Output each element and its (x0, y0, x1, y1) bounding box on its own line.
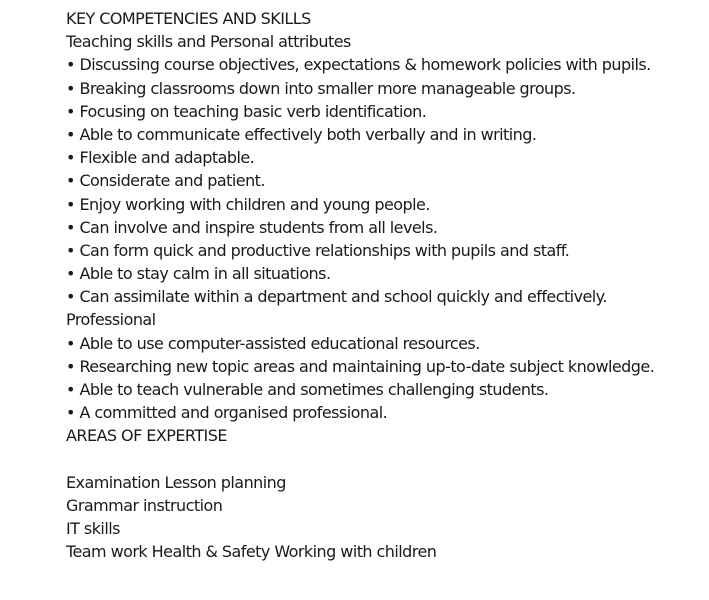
competency-item (66, 77, 702, 100)
expertise-line: Team work Health & Safety Working with children (66, 542, 437, 562)
professional-item (66, 401, 702, 424)
competency-text: Considerate and patient. (79, 171, 265, 191)
competency-text: Able to stay calm in all situations. (79, 264, 331, 284)
competency-item (66, 100, 702, 123)
competency-item (66, 262, 702, 285)
bullet: • (66, 333, 75, 353)
competency-item (66, 53, 702, 76)
bullet: • (66, 194, 75, 214)
bullet: • (66, 217, 75, 237)
competency-item (66, 123, 702, 146)
competency-text: Discussing course objectives, expectations & homework policies with pupils. (79, 55, 651, 75)
competency-item (66, 239, 702, 262)
professional-text: Able to teach vulnerable and sometimes challenging students. (79, 380, 549, 399)
competency-text: Can form quick and productive relationships with pupils and staff. (79, 240, 570, 260)
key-competencies-heading: KEY COMPETENCIES AND SKILLS (66, 9, 311, 28)
bullet: • (66, 380, 75, 399)
expertise-line: IT skills (66, 519, 120, 539)
competency-item (66, 216, 702, 239)
competency-text: Able to communicate effectively both verbally and in writing. (79, 124, 537, 144)
teaching-skills-subheading: Teaching skills and Personal attributes (66, 32, 351, 52)
bullet: • (66, 101, 75, 121)
professional-heading: Professional (66, 310, 156, 330)
professional-text: A committed and organised professional. (79, 403, 388, 423)
professional-item (66, 332, 702, 355)
competency-item (66, 146, 702, 169)
professional-item (66, 355, 702, 378)
competency-text: Can assimilate within a department and school quickly and effectively. (79, 287, 607, 307)
bullet: • (66, 356, 75, 376)
bullet: • (66, 148, 75, 168)
bullet: • (66, 287, 75, 307)
professional-text: Able to use computer-assisted educational resources. (79, 333, 480, 353)
expertise-line: Grammar instruction (66, 495, 223, 515)
competency-text: Can involve and inspire students from all levels. (79, 217, 438, 237)
competency-text: Enjoy working with children and young people. (79, 194, 430, 214)
bullet: • (66, 240, 75, 260)
competency-item (66, 193, 702, 216)
competency-item (66, 285, 702, 308)
professional-item (66, 378, 702, 401)
blank-line (66, 448, 702, 471)
bullet: • (66, 124, 75, 144)
competency-text: Flexible and adaptable. (79, 148, 255, 168)
bullet: • (66, 55, 75, 75)
expertise-line: Examination Lesson planning (66, 472, 286, 492)
bullet: • (66, 403, 75, 423)
bullet: • (66, 171, 75, 191)
bullet: • (66, 264, 75, 284)
professional-text: Researching new topic areas and maintaining up-to-date subject knowledge. (79, 356, 655, 376)
bullet: • (66, 78, 75, 98)
competency-text: Focusing on teaching basic verb identification. (79, 101, 427, 121)
areas-of-expertise-heading: AREAS OF EXPERTISE (66, 426, 227, 446)
competency-item (66, 169, 702, 192)
resume-document (66, 7, 702, 564)
competency-text: Breaking classrooms down into smaller more manageable groups. (79, 78, 576, 98)
